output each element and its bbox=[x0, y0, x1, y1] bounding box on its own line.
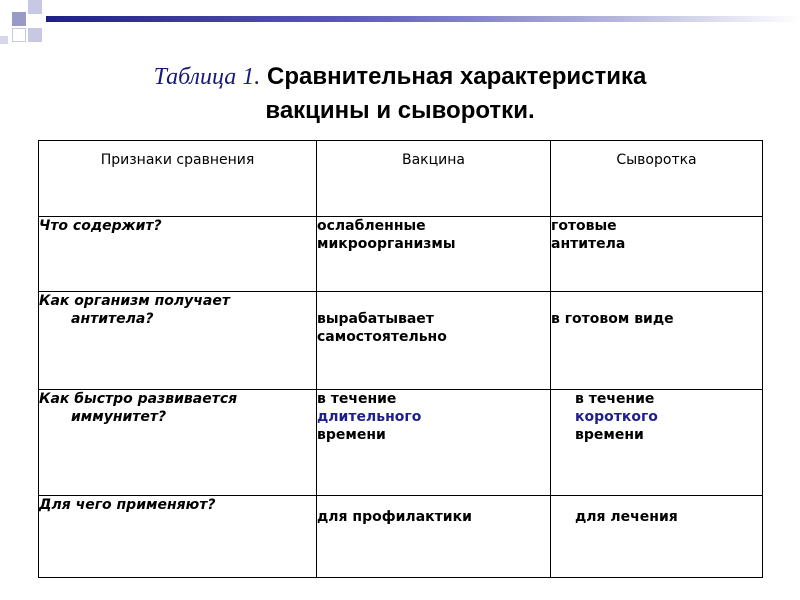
row-question bbox=[39, 496, 317, 578]
cell-line: антитела bbox=[551, 236, 626, 252]
serum-cell bbox=[551, 496, 763, 578]
question-text: Для чего применяют? bbox=[39, 497, 216, 513]
header-serum: Сыворотка bbox=[551, 141, 763, 217]
decor-square-icon bbox=[0, 36, 8, 44]
header-criteria: Признаки сравнения bbox=[39, 141, 317, 217]
comparison-table bbox=[38, 140, 763, 578]
serum-cell bbox=[551, 292, 763, 390]
title-line-1: Сравнительная характеристика bbox=[266, 63, 647, 90]
cell-line: микроорганизмы bbox=[317, 236, 456, 252]
cell-line: длительного bbox=[317, 409, 422, 425]
cell-line: для профилактики bbox=[317, 509, 472, 525]
cell-line: короткого bbox=[575, 409, 658, 425]
table-row bbox=[39, 217, 763, 292]
row-question bbox=[39, 217, 317, 292]
table-row bbox=[39, 390, 763, 496]
table-row bbox=[39, 496, 763, 578]
vaccine-cell bbox=[317, 496, 551, 578]
cell-line: готовые bbox=[551, 218, 617, 234]
cell-line: в течение bbox=[317, 391, 397, 407]
question-text: антитела? bbox=[71, 311, 154, 327]
table-row bbox=[39, 292, 763, 390]
cell-line: времени bbox=[317, 427, 386, 443]
serum-cell bbox=[551, 390, 763, 496]
title-line-2: вакцины и сыворотки. bbox=[265, 97, 535, 124]
vaccine-cell bbox=[317, 217, 551, 292]
vaccine-cell bbox=[317, 390, 551, 496]
cell-line: в готовом виде bbox=[551, 311, 674, 327]
question-text: Что содержит? bbox=[39, 218, 162, 234]
cell-line: времени bbox=[575, 427, 644, 443]
cell-line: в течение bbox=[575, 391, 655, 407]
table-header-row bbox=[39, 141, 763, 217]
row-question bbox=[39, 292, 317, 390]
question-text: иммунитет? bbox=[71, 409, 167, 425]
decor-square-icon bbox=[28, 28, 42, 42]
row-question bbox=[39, 390, 317, 496]
serum-cell bbox=[551, 217, 763, 292]
cell-line: для лечения bbox=[575, 509, 678, 525]
cell-line: самостоятельно bbox=[317, 329, 447, 345]
question-text: Как организм получает bbox=[39, 293, 230, 309]
slide-title bbox=[0, 60, 800, 128]
header-vaccine: Вакцина bbox=[317, 141, 551, 217]
question-text: Как быстро развивается bbox=[39, 391, 238, 407]
decor-square-icon bbox=[12, 28, 26, 42]
vaccine-cell bbox=[317, 292, 551, 390]
cell-line: вырабатывает bbox=[317, 311, 434, 327]
header-gradient-bar bbox=[46, 16, 800, 22]
decor-square-icon bbox=[28, 0, 42, 14]
decor-square-icon bbox=[12, 12, 26, 26]
cell-line: ослабленные bbox=[317, 218, 426, 234]
title-prefix: Таблица 1. bbox=[153, 64, 261, 90]
